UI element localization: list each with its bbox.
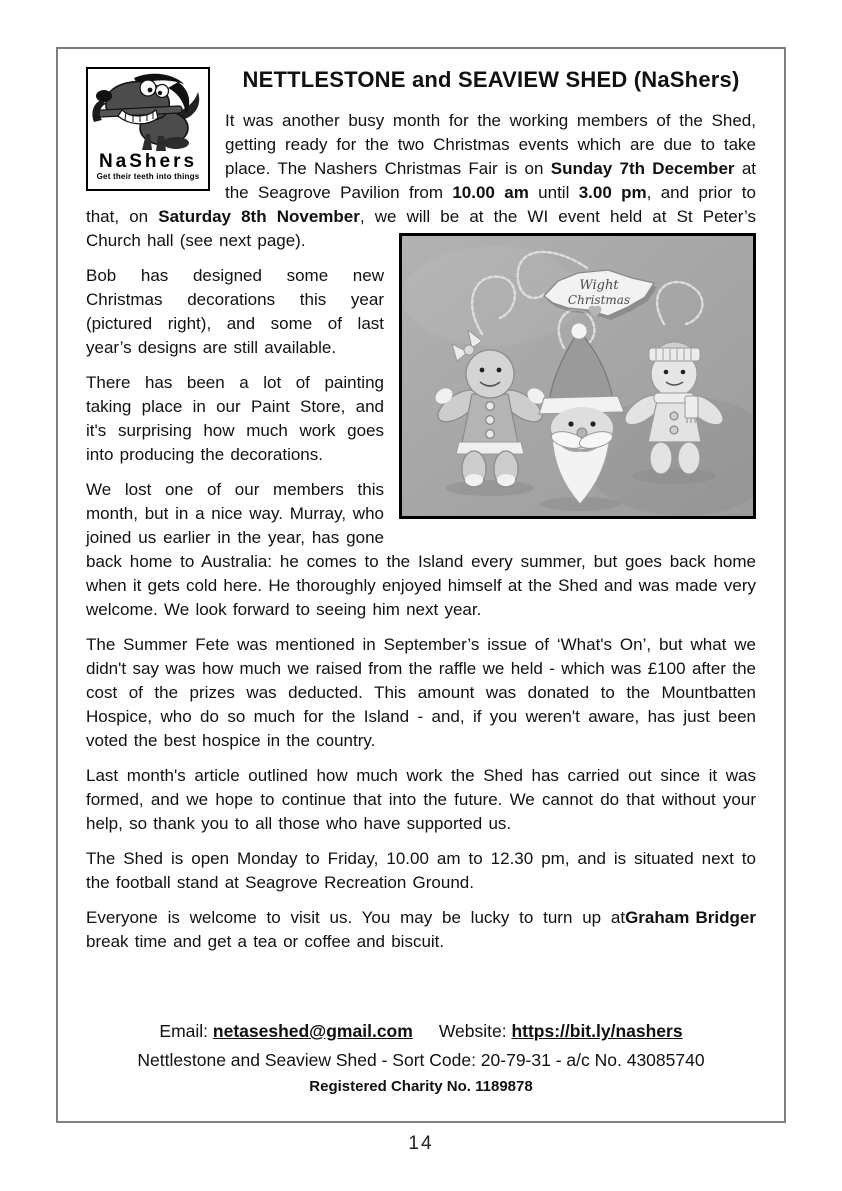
p1-bold-time-2: 3.00 pm [578,183,647,202]
svg-text:Wight: Wight [579,278,619,293]
p1-bold-time-1: 10.00 am [452,183,529,202]
nashers-logo [86,67,210,191]
paragraph-opening-hours: The Shed is open Monday to Friday, 10.00 am to 12.30 pm, and is situated next to the football stand at Seagrove Recreation Ground. [86,849,756,892]
website-link[interactable]: https://bit.ly/nashers [511,1021,683,1041]
page-title: NETTLESTONE and SEAVIEW SHED (NaShers) [242,67,740,92]
website-label: Website: [438,1021,512,1041]
paragraph-summer-fete: The Summer Fete was mentioned in September’s issue of ‘What's On’, but what we didn't say was how much we raised from the raffle we held - which was £100 after the cost of the prizes was deducted. This amount was donated to the Mountbatten Hospice, who do so much for the Island - and, if you weren't aware, has just been voted the best hospice in the country. [86,635,756,750]
charity-number-line: Registered Charity No. 1189878 [309,1078,533,1095]
logo-name: NaShers [98,151,198,172]
paragraph-painting: There has been a lot of painting taking place in our Paint Store, and it's surprising how much work goes into producing the decorations. [86,373,384,464]
paragraph-murray: We lost one of our members this month, but in a nice way. Murray, who joined us earlier in the year, has gone back home to Australia: he comes to the Island every summer, but goes back home when it gets cold here. He thoroughly enjoyed himself at the Shed and was made very welcome. We look forward to seeing him next year. [86,480,756,619]
email-link[interactable]: netaseshed@gmail.com [212,1021,413,1041]
logo-tagline: Get their teeth into things [96,172,200,181]
nashers-dog-with-hammer-icon [90,72,206,152]
bank-details-line: Nettlestone and Seaview Shed - Sort Code: 20-79-31 - a/c No. 43085740 [137,1050,705,1070]
paragraph-welcome: Graham Bridger Everyone is welcome to visit us. You may be lucky to turn up at break time and get a tea or coffee and biscuit. [86,908,756,951]
svg-text:Christmas: Christmas [567,293,631,307]
article-box [56,47,786,1123]
p1-bold-date-2: Saturday 8th November [158,207,360,226]
paragraph-intro: It was another busy month for the working members of the Shed, getting ready for the two Christmas events which are due to take place. The Nashers Christmas Fair is on Sunday 7th December at the Seagrove Pavilion from 10.00 am until 3.00 pm, and prior to that, on Saturday 8th November, we will be at the Wight Christmas WI event held at St Peter’s Church hall (see next page). [86,109,756,253]
page-number: 14 [408,1133,434,1154]
p1-text-wrapped: WI event held at St Peter’s Church hall (see next page). [86,207,756,250]
email-label: Email: [159,1021,213,1041]
p1-bold-date-1: Sunday 7th December [550,159,735,178]
author-signature: Graham Bridger [625,908,756,927]
contact-footer [58,1021,784,1095]
p1-text: It was another busy month for the working members of the Shed, getting ready for the two Christmas events which are due to take place. The Nashers Christmas Fair is on [225,111,756,178]
christmas-decorations-photo [399,233,756,519]
contact-line [58,1021,784,1042]
paragraph-last-month: Last month's article outlined how much work the Shed has carried out since it was formed, and we hope to continue that into the future. We cannot do that without your help, so thank you to all those who have supported us. [86,766,756,833]
paragraph-decorations: Bob has designed some new Christmas decorations this year (pictured right), and some of last year’s designs are still available. [86,266,384,357]
